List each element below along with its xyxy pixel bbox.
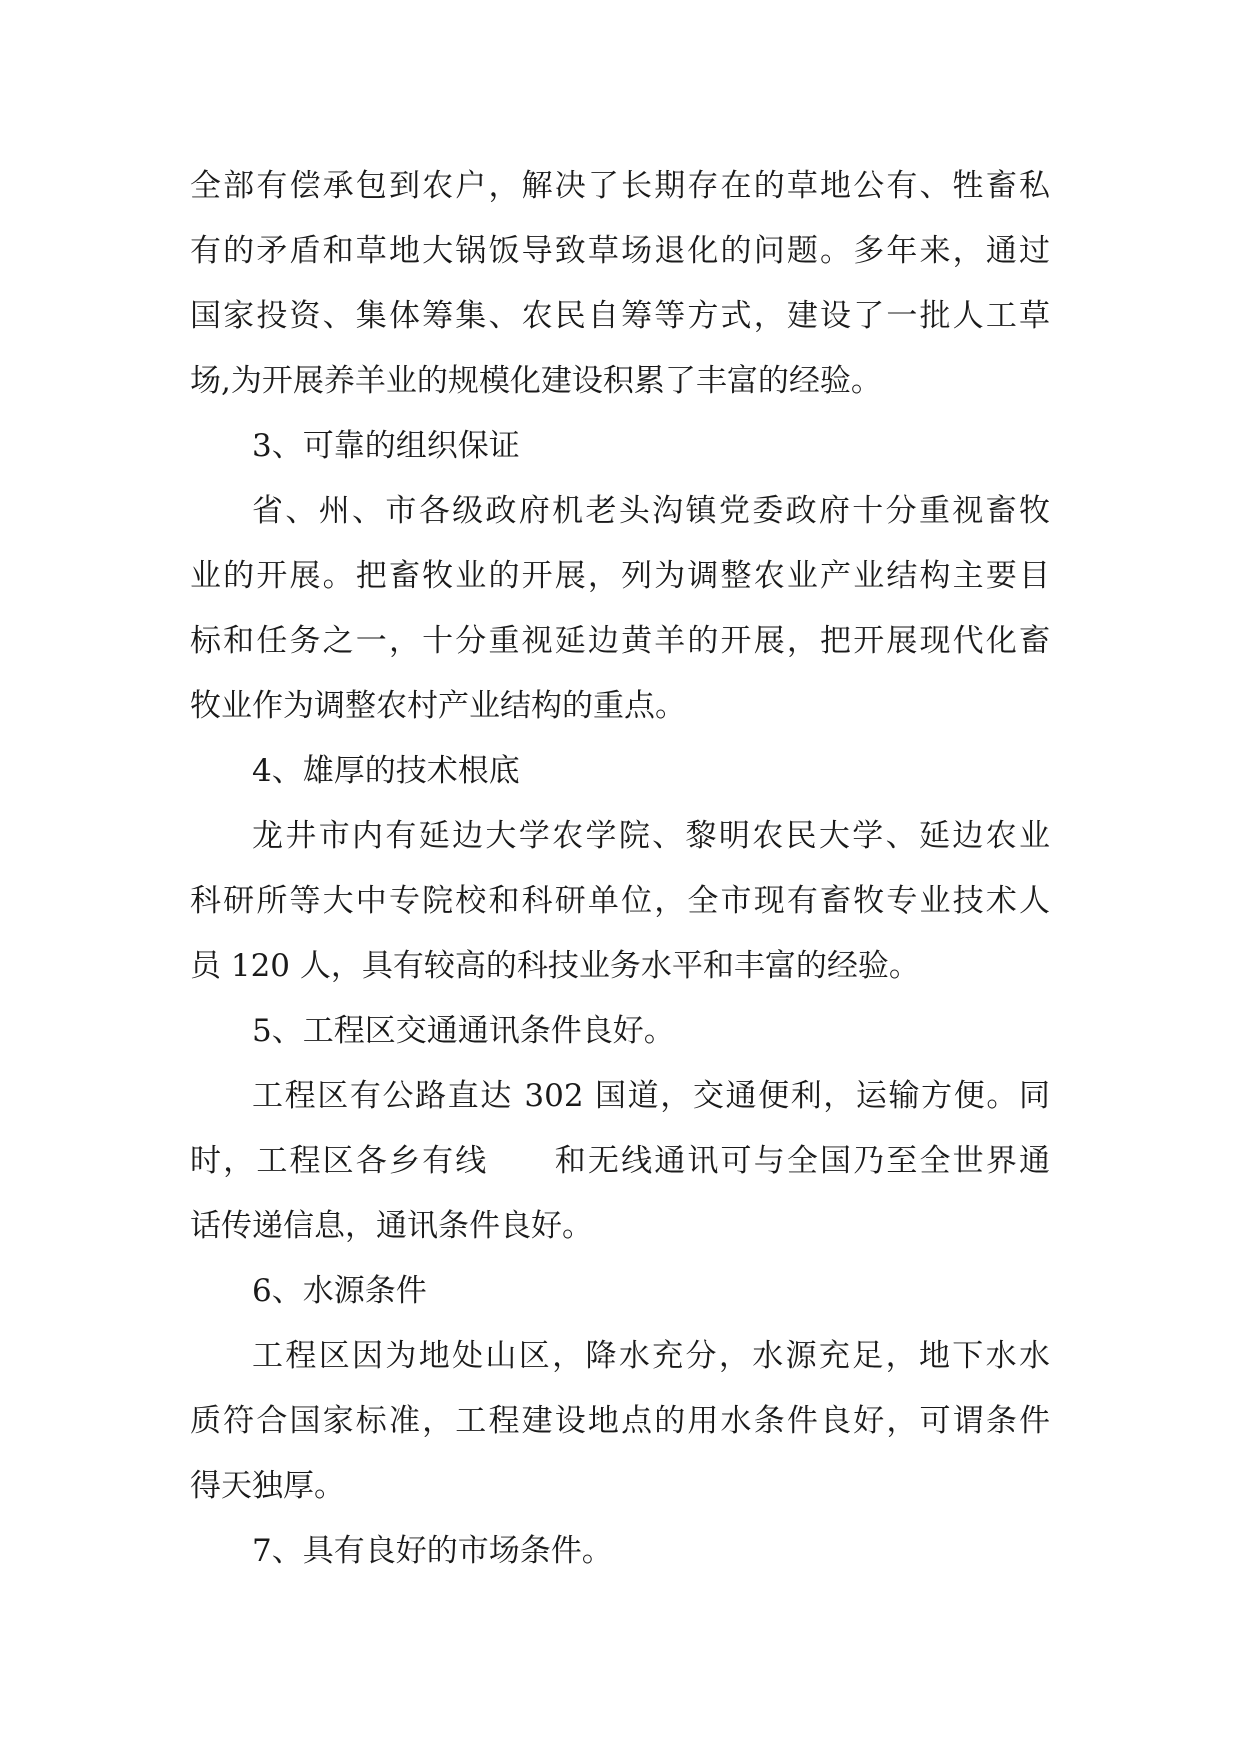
section-heading: 4、雄厚的技术根底	[252, 753, 520, 789]
body-line: 工程区有公路直达 302 国道，交通便利，运输方便。同	[252, 1078, 1050, 1114]
body-line: 员 120 人，具有较高的科技业务水平和丰富的经验。	[190, 948, 920, 984]
body-line: 国家投资、集体筹集、农民自筹等方式，建设了一批人工草	[190, 298, 1050, 334]
body-line: 话传递信息，通讯条件良好。	[190, 1208, 593, 1244]
body-line: 时，工程区各乡有线 和无线通讯可与全国乃至全世界通	[190, 1143, 1050, 1179]
section-heading: 7、具有良好的市场条件。	[252, 1533, 613, 1569]
section-heading: 6、水源条件	[252, 1273, 427, 1309]
body-line: 标和任务之一，十分重视延边黄羊的开展，把开展现代化畜	[190, 623, 1050, 659]
body-line: 场,为开展养羊业的规模化建设积累了丰富的经验。	[190, 363, 882, 399]
section-heading: 3、可靠的组织保证	[252, 428, 520, 464]
body-line: 有的矛盾和草地大锅饭导致草场退化的问题。多年来，通过	[190, 233, 1050, 269]
body-line: 科研所等大中专院校和科研单位，全市现有畜牧专业技术人	[190, 883, 1050, 919]
body-line: 牧业作为调整农村产业结构的重点。	[190, 688, 686, 724]
body-line: 全部有偿承包到农户，解决了长期存在的草地公有、牲畜私	[190, 168, 1050, 204]
body-line: 龙井市内有延边大学农学院、黎明农民大学、延边农业	[252, 818, 1050, 854]
body-line: 得天独厚。	[190, 1468, 345, 1504]
document-body	[190, 154, 1050, 1584]
section-heading: 5、工程区交通通讯条件良好。	[252, 1013, 675, 1049]
body-line: 省、州、市各级政府机老头沟镇党委政府十分重视畜牧	[252, 493, 1050, 529]
body-line: 工程区因为地处山区，降水充分，水源充足，地下水水	[252, 1338, 1050, 1374]
body-line: 质符合国家标准，工程建设地点的用水条件良好，可谓条件	[190, 1403, 1050, 1439]
body-line: 业的开展。把畜牧业的开展，列为调整农业产业结构主要目	[190, 558, 1050, 594]
